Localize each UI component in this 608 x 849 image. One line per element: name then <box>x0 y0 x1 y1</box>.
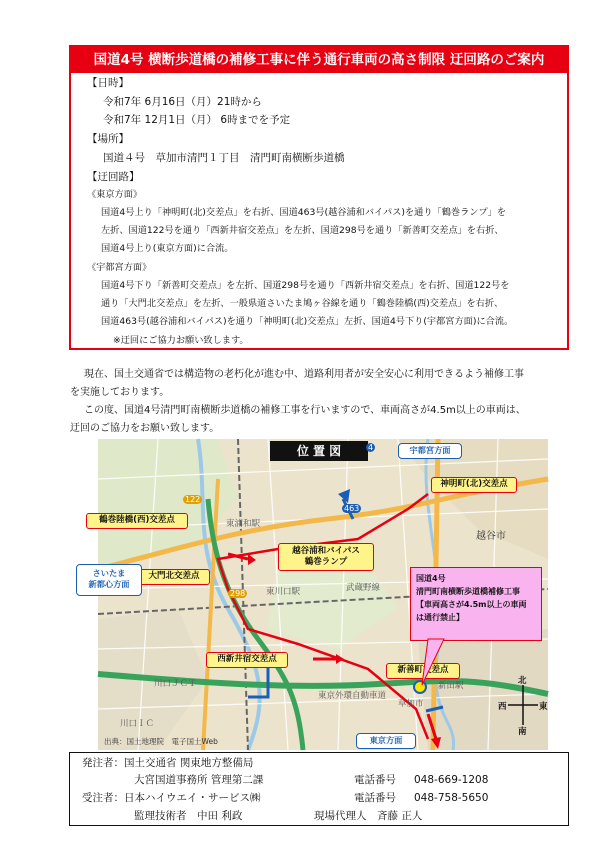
request-note: ※迂回にご協力お願い致します。 <box>113 335 249 346</box>
place-higashi-kawaguchi: 東川口駅 <box>266 587 301 597</box>
place-shinden: 新田駅 <box>438 681 464 691</box>
body-line: を実施しております。 <box>70 387 170 398</box>
orderer-phone: 048-669-1208 <box>414 774 489 786</box>
place-musashino-line: 武蔵野線 <box>346 583 381 593</box>
direction-utsunomiya: 宇都宮方面 <box>398 443 462 459</box>
tokyo-line: 国道4号上り「神明町(北)交差点」を右折、国道463号(越谷浦和バイパス)を通り「鶴巻ランプ」を <box>101 207 507 218</box>
map-title: 位 置 図 <box>270 441 368 461</box>
place-tokyo-gaikan: 東京外環自動車道 <box>318 691 387 701</box>
schedule-heading: 【日時】 <box>87 77 129 89</box>
callout-tsurumaki-bridge: 鶴巻陸橋(西)交差点 <box>86 513 188 529</box>
tokyo-line: 国道4号上り(東京方面)に合流。 <box>101 243 234 254</box>
compass-east: 東 <box>539 702 548 712</box>
site-info-line: は通行禁止】 <box>416 613 464 622</box>
compass-north: 北 <box>518 676 527 686</box>
route-shield-122: 122 <box>185 495 201 504</box>
site-agent: 現場代理人 斉藤 正人 <box>314 810 423 822</box>
place-higashi-urawa: 東浦和駅 <box>226 519 261 529</box>
place-koshigaya: 越谷市 <box>476 531 506 542</box>
contact-footer <box>69 752 569 826</box>
place-soka: 草加市 <box>398 699 424 709</box>
engineer: 監理技術者 中田 利政 <box>134 810 243 822</box>
orderer-phone-label: 電話番号 <box>354 774 396 786</box>
site-pointer <box>416 639 456 689</box>
contractor-phone-label: 電話番号 <box>354 792 396 804</box>
tokyo-line: 左折、国道122号を通り「西新井宿交差点」を左折、国道298号を通り「新善町交差点」を右折、 <box>101 225 504 236</box>
place-kawaguchi-ic: 川口ＩＣ <box>120 719 155 729</box>
orderer-label: 発注者：国土交通省 関東地方整備局 <box>82 757 254 769</box>
contractor-label: 受注者：日本ハイウエイ・サービス㈱ <box>82 792 261 804</box>
schedule-to: 令和7年 12月1日（月） 6時までを予定 <box>103 114 291 126</box>
compass-south: 南 <box>518 727 527 737</box>
callout-nishiaraijuku: 西新井宿交差点 <box>206 652 288 668</box>
schedule-from: 令和7年 6月16日（月）21時から <box>103 96 262 108</box>
body-line: 迂回のご協力をお願い致します。 <box>70 423 220 434</box>
utsunomiya-line: 通り「大門北交差点」を左折、一般県道さいたま鳩ヶ谷線を通り「鶴巻陸橋(西)交差点」を右折、 <box>101 298 504 309</box>
site-info-line: 国道4号 <box>416 574 446 583</box>
route-shield-463: 463 <box>344 504 360 513</box>
site-info-line: 清門町南横断歩道橋補修工事 <box>416 587 520 596</box>
direction-tokyo: 東京方面 <box>356 733 416 749</box>
callout-bypass-line: 鶴巻ランプ <box>304 557 348 567</box>
utsunomiya-line: 国道463号(越谷浦和バイパス)を通り「神明町(北)交差点」左折、国道4号下り(宇都宮方面)に合流。 <box>101 316 514 327</box>
route-shield-4: 4 <box>368 443 374 452</box>
place-heading: 【場所】 <box>87 133 129 145</box>
callout-daimon: 大門北交差点 <box>138 569 210 585</box>
place-kawaguchi-jct: 川口ＪＣＴ <box>154 679 197 689</box>
map-source: 出典：国土地理院 電子国土Web <box>104 737 218 746</box>
place-text: 国道４号 草加市清門１丁目 清門町南横断歩道橋 <box>103 152 345 164</box>
site-info-line: 【車両高さが4.5m以上の車両 <box>416 600 527 609</box>
body-line: この度、国道4号清門町南横断歩道橋の補修工事を行いますので、車両高さが4.5m以上の車両は、 <box>84 405 526 416</box>
location-map <box>88 439 548 750</box>
route-shield-298: 298 <box>230 589 246 598</box>
tokyo-heading: 《東京方面》 <box>87 189 143 200</box>
compass-west: 西 <box>498 702 507 712</box>
orderer-office: 大宮国道事務所 管理第二課 <box>134 774 264 786</box>
site-info-box <box>410 567 542 641</box>
direction-saitama-line: 新都心方面 <box>88 579 130 589</box>
callout-bypass-line: 越谷浦和バイパス <box>292 546 360 556</box>
notice-box <box>69 45 569 350</box>
contractor-phone: 048-758-5650 <box>414 792 489 804</box>
callout-shinmeicho: 神明町(北)交差点 <box>431 477 517 493</box>
direction-saitama-line: さいたま <box>92 568 126 578</box>
direction-saitama <box>76 564 142 596</box>
detour-heading: 【迂回路】 <box>87 171 140 183</box>
callout-bypass <box>278 543 374 571</box>
body-line: 現在、国土交通省では構造物の老朽化が進む中、道路利用者が安全安心に利用できるよう補修工事 <box>84 369 524 380</box>
utsunomiya-heading: 《宇都宮方面》 <box>87 262 152 273</box>
notice-title: 国道4号 横断歩道橋の補修工事に伴う通行車両の高さ制限 迂回路のご案内 <box>71 47 567 73</box>
callout-shinzen: 新善町交差点 <box>386 663 460 679</box>
utsunomiya-line: 国道4号下り「新善町交差点」を左折、国道298号を通り「西新井宿交差点」を右折、国道122号を <box>101 280 510 291</box>
